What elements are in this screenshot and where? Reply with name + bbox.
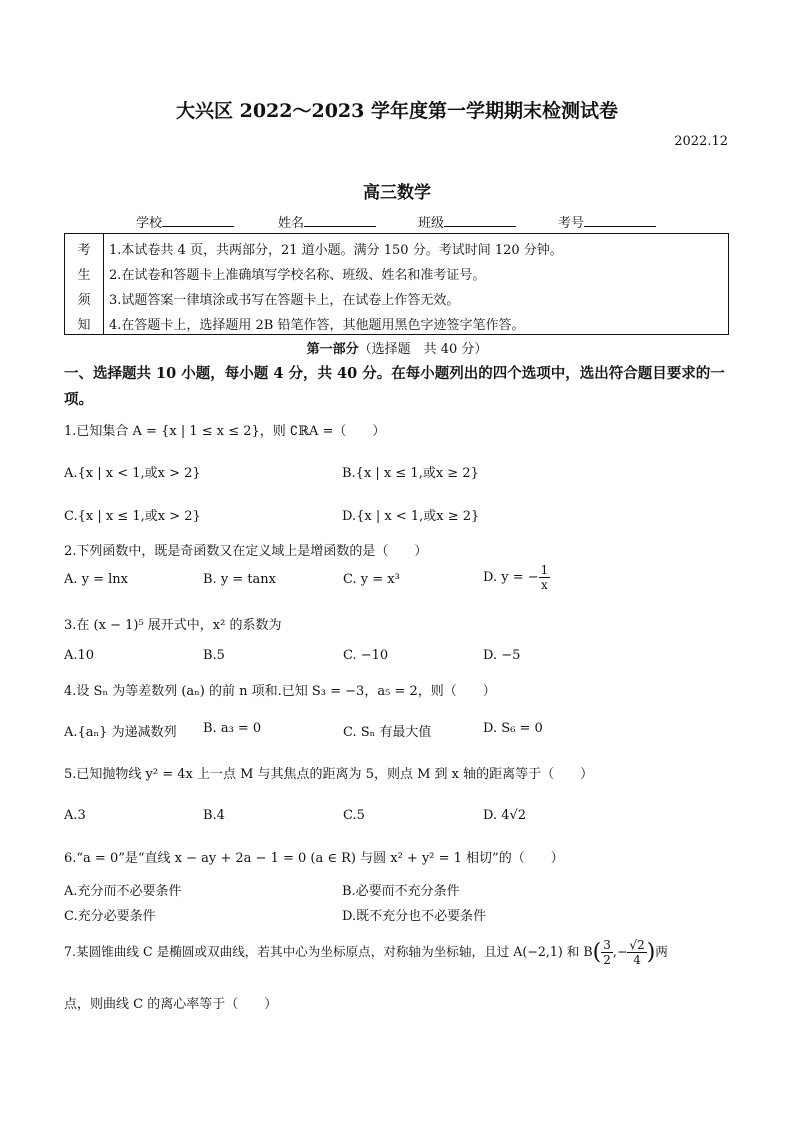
question-2-stem: 2.下列函数中，既是奇函数又在定义域上是增函数的是（ ） [64,544,428,559]
question-1-option-b[interactable]: B.{x | x ≤ 1,或x ≥ 2} [342,466,479,481]
question-6-option-b[interactable]: B.必要而不充分条件 [342,884,460,899]
field-exam-number[interactable] [558,212,656,231]
notice-item: 1.本试卷共 4 页，共两部分，21 道小题。满分 150 分。考试时间 120 分钟。 [109,243,563,258]
exam-title: 大兴区 2022～2023 学年度第一学期期末检测试卷 [176,100,618,122]
part-title: 第一部分 [306,342,359,357]
question-1-option-c[interactable]: C.{x | x ≤ 1,或x > 2} [64,509,201,524]
exam-subject: 高三数学 [363,183,431,203]
field-school[interactable] [136,212,234,231]
question-2-option-a[interactable]: A. y = lnx [64,572,129,587]
question-5-stem: 5.已知抛物线 y² = 4x 上一点 M 与其焦点的距离为 5，则点 M 到 x 轴的距离等于（ ） [64,767,594,782]
fraction-denominator: x [541,578,548,592]
question-3-option-b[interactable]: B.5 [203,648,225,663]
candidate-notice-box [64,233,729,335]
field-exam-number-label: 考号 [558,216,585,231]
question-7-stem-line2: 点，则曲线 C 的离心率等于（ ） [64,997,278,1012]
question-5-option-d[interactable]: D. 4√2 [483,808,527,823]
question-1-option-a[interactable]: A.{x | x < 1,或x > 2} [64,466,201,481]
field-school-label: 学校 [136,216,163,231]
question-3-option-c[interactable]: C. −10 [343,648,389,663]
field-name-label: 姓名 [278,216,305,231]
field-school-blank[interactable] [162,214,234,227]
section-instructions: 一、选择题共 10 小题，每小题 4 分，共 40 分。在每小题列出的四个选项中，选出符合题目要求的一项。 [64,365,725,408]
part-heading [0,338,794,357]
question-6-option-d[interactable]: D.既不充分也不必要条件 [342,909,487,924]
question-7-stem-tail: 两 [655,944,668,959]
notice-label: 生 [77,268,91,283]
question-4-option-b[interactable]: B. a₃ = 0 [203,721,262,736]
field-exam-number-blank[interactable] [584,214,656,227]
question-7-stem-text: 7.某圆锥曲线 C 是椭圆或双曲线，若其中心为坐标原点，对称轴为坐标轴，且过 A(−2,1) 和 B [64,944,593,959]
exam-date: 2022.12 [674,134,728,149]
field-name-blank[interactable] [304,214,376,227]
field-class-blank[interactable] [444,214,516,227]
question-5-option-a[interactable]: A.3 [64,808,86,823]
question-3-stem: 3.在 (x − 1)⁵ 展开式中，x² 的系数为 [64,618,282,633]
field-name[interactable] [278,212,376,231]
question-6-option-c[interactable]: C.充分必要条件 [64,909,156,924]
question-6-option-a[interactable]: A.充分而不必要条件 [64,884,182,899]
field-class[interactable] [418,212,516,231]
question-7-fraction-2 [627,938,646,967]
question-4-option-d[interactable]: D. S₆ = 0 [483,721,543,736]
question-4-stem: 4.设 Sₙ 为等差数列 (aₙ) 的前 n 项和.已知 S₃ = −3，a₅ = 2，则（ ） [64,684,496,699]
question-4-option-c[interactable]: C. Sₙ 有最大值 [343,725,432,740]
notice-label: 考 [77,243,91,258]
question-2-option-d-prefix: D. y = − [483,570,539,585]
question-5-option-b[interactable]: B.4 [203,808,225,823]
notice-label: 知 [77,318,91,333]
question-6-stem: 6.“a = 0”是“直线 x − ay + 2a − 1 = 0 (a ∈ R) 与圆 x² + y² = 1 相切”的（ ） [64,851,564,866]
notice-label: 须 [77,293,91,308]
question-3-option-a[interactable]: A.10 [64,648,95,663]
question-2-option-d[interactable] [483,563,550,592]
notice-item: 4.在答题卡上，选择题用 2B 铅笔作答，其他题用黑色字迹签字笔作答。 [109,318,525,333]
notice-item: 2.在试卷和答题卡上准确填写学校名称、班级、姓名和准考证号。 [109,268,486,283]
paren-close: ) [646,940,656,965]
notice-item: 3.试题答案一律填涂或书写在答题卡上，在试卷上作答无效。 [109,293,460,308]
fraction-denominator: 4 [633,953,641,967]
part-note: （选择题 共 40 分） [358,342,488,357]
fraction-numerator: 1 [540,563,549,577]
question-7-fraction-1 [601,938,613,967]
question-2-option-d-fraction [539,563,551,592]
question-4-option-a[interactable]: A.{aₙ} 为递减数列 [64,725,177,740]
paren-open: ( [592,940,602,965]
question-7-stem: 7.某圆锥曲线 C 是椭圆或双曲线，若其中心为坐标原点，对称轴为坐标轴，且过 A(−2,1) 和 B( $\frac{3}{2}$ ,− $\frac{√2}{4}$ )两 [64,938,668,967]
fraction-numerator: √2 [629,938,645,952]
question-5-option-c[interactable]: C.5 [343,808,365,823]
question-3-option-d[interactable]: D. −5 [483,648,521,663]
question-2-option-c[interactable]: C. y = x³ [343,572,400,587]
fraction-denominator: 2 [603,953,611,967]
question-1-option-d[interactable]: D.{x | x < 1,或x ≥ 2} [342,509,480,524]
question-2-option-b[interactable]: B. y = tanx [203,572,276,587]
question-1-stem: 1.已知集合 A = {x | 1 ≤ x ≤ 2}，则 ∁ℝA =（ ） [64,424,386,439]
field-class-label: 班级 [418,216,445,231]
fraction-numerator: 3 [603,938,611,952]
